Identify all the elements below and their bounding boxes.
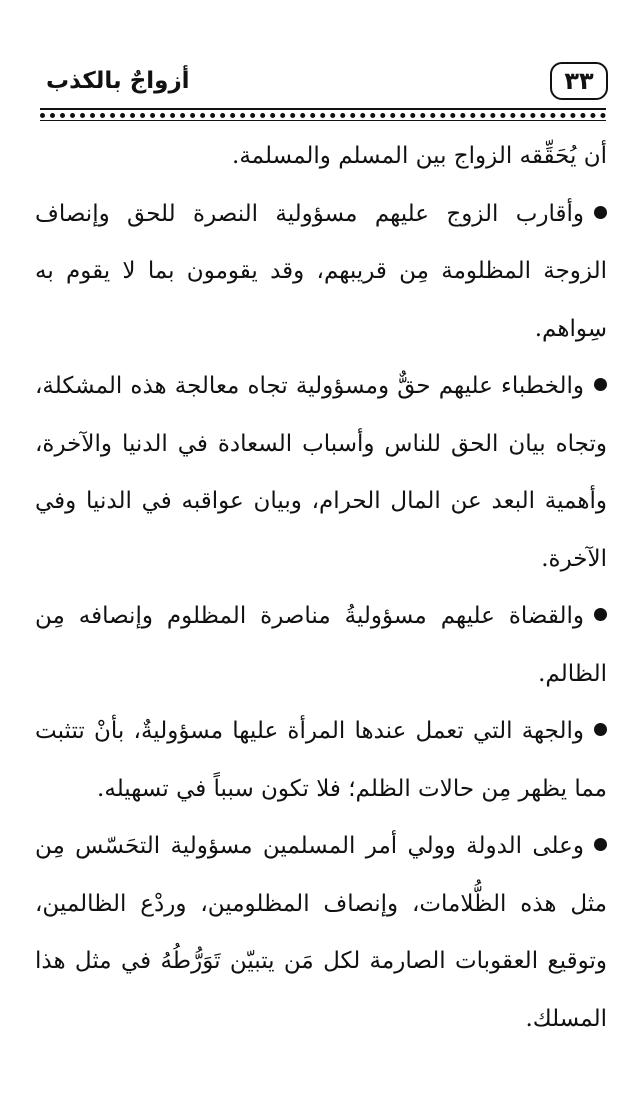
paragraph-employer (35, 703, 607, 818)
bullet-icon (594, 378, 607, 391)
book-title: أزواجٌ بالكذب (46, 68, 190, 94)
paragraph-husband-relatives (35, 186, 607, 359)
bullet-icon (594, 838, 607, 851)
paragraph-text: أن يُحَقِّقه الزواج بين المسلم والمسلمة. (232, 143, 607, 169)
paragraph-text: وأقارب الزوج عليهم مسؤولية النصرة للحق وإنصاف الزوجة المظلومة مِن قريبهم، وقد يقومون بما لا يقوم به سِواهم. (35, 200, 607, 342)
page-header (40, 62, 608, 106)
paragraph-text: والقضاة عليهم مسؤوليةُ مناصرة المظلوم وإنصافه مِن الظالم. (35, 603, 607, 687)
paragraph-state (35, 818, 607, 1048)
paragraph-text: والجهة التي تعمل عندها المرأة عليها مسؤوليةٌ، بأنْ تتثبت مما يظهر مِن حالات الظلم؛ فلا تكون سبباً في تسهيله. (35, 718, 607, 802)
paragraph-text: والخطباء عليهم حقٌّ ومسؤولية تجاه معالجة هذه المشكلة، وتجاه بيان الحق للناس وأسباب السعادة في الدنيا والآخرة، وأهمية البعد عن المال الحرام، وبيان عواقبه في الدنيا وفي الآخرة. (35, 373, 607, 572)
bullet-icon (594, 608, 607, 621)
paragraph-text: وعلى الدولة وولي أمر المسلمين مسؤولية التحَسّس مِن مثل هذه الظُّلامات، وإنصاف المظلومين، وردْع الظالمين، وتوقيع العقوبات الصارمة لكل مَن يتبيّن تَوَرُّطُهُ في مثل هذا المسلك. (35, 833, 607, 1032)
bullet-icon (594, 723, 607, 736)
paragraph-preachers (35, 358, 607, 588)
page-number: ٣٣ (550, 62, 608, 100)
paragraph-continuation (35, 128, 607, 186)
page-body (35, 128, 607, 1048)
header-divider (40, 108, 606, 110)
bullet-icon (594, 206, 607, 219)
paragraph-judges (35, 588, 607, 703)
